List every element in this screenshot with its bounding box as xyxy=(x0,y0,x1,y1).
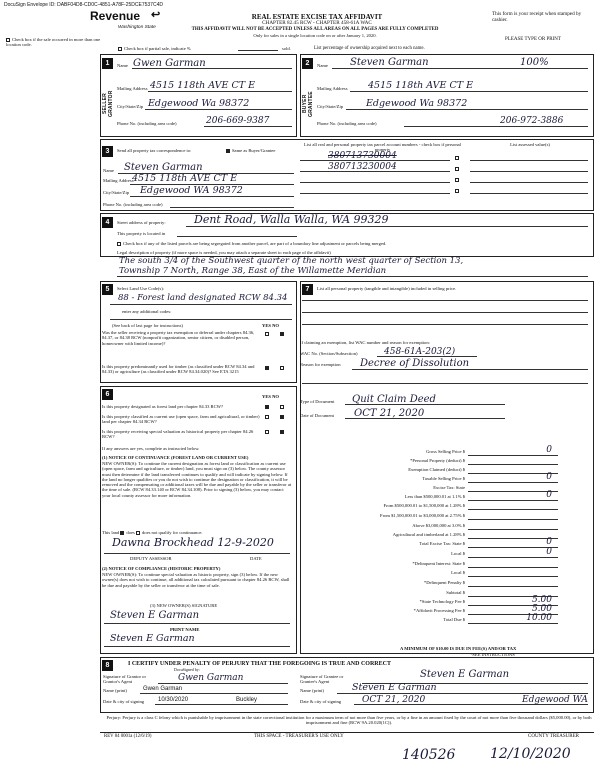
form-chapter: CHAPTER 82.45 RCW - CHAPTER 458-61A WAC xyxy=(262,20,372,26)
tax-row-value-text: 10.00 xyxy=(526,613,552,623)
doc-date-field[interactable]: OCT 21, 2020 xyxy=(354,408,425,419)
segregated-label: Check box if any of the listed parcels are being segregated from another parcel, are part of a boundary line adjustment or parcels being merged. xyxy=(123,241,387,246)
parcel-line-3 xyxy=(300,182,450,183)
tax-row-value[interactable] xyxy=(468,458,558,465)
section-5-badge: 5 xyxy=(102,284,113,295)
corr-addr-field[interactable]: 4515 118th AVE CT E xyxy=(132,173,238,184)
corr-name-label: Name xyxy=(103,168,114,173)
notice1-title: (1) NOTICE OF CONTINUANCE (FOREST LAND OR CURRENT USE) xyxy=(102,455,249,460)
personal-property-label: List all personal property (tangible and intangible) included in selling price. xyxy=(317,286,457,291)
tax-row xyxy=(300,561,465,569)
tax-row xyxy=(300,532,465,540)
personal-prop-checkbox-3[interactable] xyxy=(455,177,461,182)
sec5-q1: Was the seller receiving a property tax exemption or deferral under chapters 84.36, 84.37, or 84.38 RCW (nonprofit organization, senior citizen, or disabled person, homeowner with limited income)? xyxy=(102,330,255,346)
partial-sale-checkbox[interactable] xyxy=(118,46,191,51)
sec6-yes-no: YES NO xyxy=(262,394,279,399)
assessed-line-3 xyxy=(470,182,588,183)
seller-phone-field[interactable]: 206-669-9387 xyxy=(206,116,270,126)
tax-row-value[interactable] xyxy=(468,472,558,483)
street-field[interactable]: Dent Road, Walla Walla, WA 99329 xyxy=(194,213,389,226)
sec6-q3-yes[interactable] xyxy=(265,429,271,434)
section-8-badge: 8 xyxy=(102,660,113,671)
seller-addr-line xyxy=(148,91,292,92)
corr-phone-label: Phone No. (including area code) xyxy=(103,202,163,207)
sec5-q1-yes[interactable] xyxy=(265,331,271,336)
legal-line-1[interactable]: The south 3/4 of the Southwest quarter of the north west quarter of Section 13, xyxy=(119,256,464,266)
grantor-date-field[interactable]: 10/30/2020 xyxy=(158,697,189,703)
grantee-date-label: Date & city of signing xyxy=(300,699,342,704)
grantee-signature[interactable]: Steven E Garman xyxy=(420,669,510,680)
reason-line-2 xyxy=(302,383,588,384)
buyer-side-label: BUYER GRANTEE xyxy=(302,91,314,117)
section-4-badge: 4 xyxy=(102,217,113,228)
tax-row xyxy=(300,503,465,511)
tax-row xyxy=(300,580,465,588)
owner-sig-line xyxy=(104,623,290,624)
sec6-q2-no[interactable] xyxy=(280,414,286,419)
assessed-header: List assessed value(s) xyxy=(510,142,550,147)
seller-city-line xyxy=(145,109,292,110)
tax-row xyxy=(300,551,465,559)
doc-date-line xyxy=(345,418,505,419)
exemption-label: If claiming an exemption, list WAC number and reason for exemption: xyxy=(300,340,430,345)
reason-line xyxy=(352,369,588,370)
assessed-line-4 xyxy=(470,193,588,194)
tax-row-value[interactable] xyxy=(468,532,558,539)
tax-row xyxy=(300,485,465,493)
seller-name-field[interactable]: Gwen Garman xyxy=(133,58,206,69)
tax-row-value-text: 0 xyxy=(546,472,552,482)
additional-codes-line xyxy=(110,319,292,320)
tax-row xyxy=(300,513,465,521)
tax-row-label: From $500,000.01 to $1,500,000 at 1.28% $ xyxy=(383,503,465,508)
parcel-line-4 xyxy=(300,193,450,194)
grantee-name-label: Name (print) xyxy=(300,688,324,693)
tax-row xyxy=(300,467,465,475)
tax-row xyxy=(300,608,465,616)
grantor-sig-label: Signature of Grantor or Grantor's Agent xyxy=(103,674,146,685)
doc-date-label: Date of Document xyxy=(300,413,334,418)
buyer-phone-field[interactable]: 206-972-3886 xyxy=(500,116,564,126)
assessed-line-1 xyxy=(470,160,588,161)
reason-field[interactable]: Decree of Dissolution xyxy=(360,358,470,369)
corr-city-line xyxy=(130,196,294,197)
tax-row-value-text: 0 xyxy=(546,547,552,557)
seller-city-field[interactable]: Edgewood Wa 98372 xyxy=(148,98,250,109)
tax-row xyxy=(300,599,465,607)
tax-row xyxy=(300,541,465,549)
corr-city-label: City/State/Zip xyxy=(103,190,130,195)
grantor-date-label: Date & city of signing xyxy=(103,699,145,704)
buyer-city-label: City/State/Zip xyxy=(317,104,344,109)
docusigned-label: DocuSigned by: xyxy=(174,667,200,672)
grantor-name-field[interactable]: Gwen Garman xyxy=(143,686,183,692)
located-field[interactable] xyxy=(177,236,297,237)
section-1-badge: 1 xyxy=(102,58,113,69)
tax-row xyxy=(300,494,465,502)
tax-row-label: *Delinquent Penalty $ xyxy=(423,580,465,585)
grantee-sig-label: Signature of Grantee or Grantee's Agent xyxy=(300,674,344,685)
seller-addr-field[interactable]: 4515 118th AVE CT E xyxy=(150,80,256,91)
sec6-q3-no[interactable] xyxy=(280,429,286,434)
owner-print-line xyxy=(104,646,290,647)
tax-row-label: Above $3,000,000 at 3.0% $ xyxy=(412,523,465,528)
treasurer-stamp-date: 12/10/2020 xyxy=(490,746,571,762)
tax-row xyxy=(300,458,465,466)
corr-phone-line xyxy=(170,207,294,208)
buyer-name-field[interactable]: Steven Garman xyxy=(350,57,429,68)
street-line xyxy=(186,226,588,227)
sec6-q1: Is this property designated as forest land per chapter 84.33 RCW? xyxy=(102,404,224,409)
corr-addr-label: Mailing Address xyxy=(103,178,134,183)
please-type: PLEASE TYPE OR PRINT xyxy=(505,37,561,42)
tax-row-label: Gross Selling Price $ xyxy=(426,449,465,454)
corr-city-field[interactable]: Edgewood WA 98372 xyxy=(140,185,243,196)
tax-row-label: *Delinquent Interest: State $ xyxy=(412,561,465,566)
seller-city-label: City/State/Zip xyxy=(117,104,144,109)
tax-row-label: Agricultural and timberland at 1.28% $ xyxy=(392,532,465,537)
grantee-date-field[interactable]: OCT 21, 2020 xyxy=(362,695,426,705)
doc-type-field[interactable]: Quit Claim Deed xyxy=(352,394,436,405)
buyer-city-line xyxy=(346,109,588,110)
personal-prop-checkbox-1[interactable] xyxy=(455,155,461,160)
wac-label: WAC No. (Section/Subsection) xyxy=(300,351,358,356)
tax-row-value[interactable] xyxy=(468,561,558,568)
treasurer-stamp-number: 140526 xyxy=(402,747,456,763)
personal-prop-checkbox-2[interactable] xyxy=(455,166,461,171)
tax-row-value[interactable] xyxy=(468,485,558,492)
seller-addr-label: Mailing Address xyxy=(117,86,148,91)
continuance-row xyxy=(102,530,203,535)
form-warning: THIS AFFIDAVIT WILL NOT BE ACCEPTED UNLESS ALL AREAS ON ALL PAGES ARE FULLY COMPLETED xyxy=(191,27,439,32)
same-as-buyer-checkbox[interactable] xyxy=(226,148,275,153)
buyer-addr-line xyxy=(350,91,588,92)
tax-row-label: From $1,500,000.01 to $3,000,000 at 2.75% $ xyxy=(380,513,465,518)
parcel-field[interactable]: 380713230004 xyxy=(328,162,397,172)
wac-field[interactable]: 458-61A-203(2) xyxy=(384,347,456,357)
rev-label: REV 84 0001a (12/6/19) xyxy=(104,734,152,739)
assessor-signature[interactable]: Dawna Brockhead 12-9-2020 xyxy=(112,536,274,549)
tax-row-label: Total Due $ xyxy=(443,617,465,622)
sold-label: sold. xyxy=(282,46,291,51)
tax-row-label: Subtotal $ xyxy=(446,590,465,595)
buyer-addr-label: Mailing Address xyxy=(317,86,348,91)
seller-name-line xyxy=(132,68,292,69)
does-not-checkbox[interactable] xyxy=(136,531,140,535)
grantor-name-label: Name (print) xyxy=(103,688,127,693)
grantor-signature[interactable]: Gwen Garman xyxy=(178,673,244,683)
tax-row-value-text: 0 xyxy=(546,445,552,455)
footer-divider xyxy=(100,732,594,733)
tax-row xyxy=(300,476,465,484)
receipt-note: This form is your receipt when stamped by cashier. xyxy=(492,11,582,23)
does-not-label: does not qualify for continuance. xyxy=(141,530,203,535)
tax-row-value-text: 0 xyxy=(546,490,552,500)
sec5-yes-no: YES NO xyxy=(262,323,279,328)
tax-row-label: Local $ xyxy=(451,551,465,556)
parcel-line-2 xyxy=(300,171,450,172)
buyer-phone-line xyxy=(404,126,588,127)
buyer-phone-label: Phone No. (including area code) xyxy=(317,121,377,126)
grantor-name-line xyxy=(140,693,288,694)
assessed-line-2 xyxy=(470,171,588,172)
send-correspondence-label: Send all property tax correspondence to: xyxy=(117,148,192,153)
owner-print-name[interactable]: Steven E Garman xyxy=(110,633,195,644)
list-pct-label: List percentage of ownership acquired next to each name. xyxy=(314,46,425,51)
form-title: REAL ESTATE EXCISE TAX AFFIDAVIT xyxy=(251,13,383,21)
tax-row-value[interactable] xyxy=(468,445,558,456)
seller-phone-line xyxy=(204,126,292,127)
same-as-buyer-label: Same as Buyer/Grantee xyxy=(232,148,276,153)
legal-label: Legal description of property (if more space is needed, you may attach a separate sheet to each page of the affidavit) xyxy=(117,250,331,255)
doc-type-label: Type of Document xyxy=(300,399,335,404)
additional-codes-label: enter any additional codes: xyxy=(122,309,172,314)
sec6-q3: Is this property receiving special valuation as historical property per chapter 84.26 RCW? xyxy=(102,429,254,440)
tax-row-label: Excise Tax: State xyxy=(433,485,465,490)
tax-row-value[interactable] xyxy=(468,547,558,558)
tax-row-label: *State Technology Fee $ xyxy=(419,599,465,604)
seller-phone-label: Phone No. (including area code) xyxy=(117,121,177,126)
county-treasurer-label: COUNTY TREASURER xyxy=(528,734,579,739)
personal-prop-line-3 xyxy=(302,324,588,325)
tax-row xyxy=(300,449,465,457)
grantee-city-field[interactable]: Edgewood WA xyxy=(522,695,588,705)
grantor-date-line xyxy=(155,704,288,705)
section-6-badge: 6 xyxy=(102,389,113,400)
parcel-struck-field[interactable]: 380713730004 xyxy=(328,151,397,161)
located-label: This property is located in xyxy=(117,231,166,236)
sec6-q1-yes[interactable] xyxy=(265,404,271,409)
personal-prop-line-1 xyxy=(302,300,588,301)
land-use-line xyxy=(110,304,292,305)
parcel-header: List all real and personal property tax parcel account numbers - check box if personal property xyxy=(304,142,461,153)
tax-row-value[interactable] xyxy=(468,523,558,530)
street-label: Street address of property: xyxy=(117,220,166,225)
tax-row xyxy=(300,617,465,625)
buyer-addr-field[interactable]: 4515 118th AVE CT E xyxy=(368,80,474,91)
brand-sub: Washington State xyxy=(118,25,156,30)
tax-row-label: Local $ xyxy=(451,570,465,575)
buyer-pct-field[interactable]: 100% xyxy=(520,57,549,68)
sec6-q2: Is this property classified as current use (open space, farm and agricultural, or timber) land per chapter 84.34 RCW? xyxy=(102,414,260,425)
tax-row-value[interactable] xyxy=(468,570,558,577)
grantor-city-field[interactable]: Buckley xyxy=(236,697,258,703)
seller-name-label: Name xyxy=(117,63,128,68)
reason-label: Reason for exemption xyxy=(300,362,341,367)
tax-row-label: *Affidavit Processing Fee $ xyxy=(413,608,465,613)
perjury-text: Perjury: Perjury is a class C felony which is punishable by imprisonment in the state correctional institution for a maximum term of not more than five years, or by a fine in an amount fixed by the court of not more than five thousand dollars ($5,000.00), or by both imprisonment and fine (RCW 9A.20.020(1C)). xyxy=(106,715,592,726)
deputy-date-label: DATE xyxy=(250,556,262,561)
grantor-sig-line xyxy=(158,683,288,684)
tax-row-label: *Personal Property (deduct) $ xyxy=(410,458,465,463)
sec6-q2-yes[interactable] xyxy=(265,414,271,419)
segregated-checkbox[interactable] xyxy=(117,241,386,246)
grantee-name-field[interactable]: Steven E Garman xyxy=(352,682,437,693)
does-label: does xyxy=(126,530,135,535)
land-use-label: Select Land Use Code(s): xyxy=(117,286,165,291)
wac-line xyxy=(377,356,477,357)
notice1-text: NEW OWNER(S): To continue the current designation as forest land or classification as current use (open space, farm and agriculture, or timber) land, you must sign on (3) below. The county assessor must then determine if the land transferred continues to qualify and will indicate by signing below. If the land no longer qualifies or you do not wish to continue the designation or classification, it will be removed and the compensating or additional taxes will be due and payable by the seller or transferor at the time of sale. (RCW 84.33.140 or RCW 84.34.108). Prior to signing (3) below, you may contact your local county assessor for more information. xyxy=(102,461,292,498)
section-2-badge: 2 xyxy=(302,58,313,69)
multi-location-label: Check box if the sale occurred in more than one location code. xyxy=(6,37,101,48)
parcel-line-1 xyxy=(300,160,450,161)
sec5-q2-no[interactable] xyxy=(280,365,286,370)
sec6-q1-no[interactable] xyxy=(280,404,286,409)
personal-prop-checkbox-4[interactable] xyxy=(455,188,461,193)
this-land-label: This land xyxy=(102,530,120,535)
buyer-city-field[interactable]: Edgewood Wa 98372 xyxy=(366,98,468,109)
tax-row xyxy=(300,590,465,598)
sec5-q2: Is this property predominantly used for timber (as classified under RCW 84.34 and 84.33) or agriculture (as classified under RCW 84.34.020)? See ETA 3215 xyxy=(102,364,255,375)
tax-row-label: Total Excise Tax: State $ xyxy=(419,541,465,546)
tax-row-label: Exemption Claimed (deduct) $ xyxy=(408,467,465,472)
tax-row-value[interactable] xyxy=(468,537,558,548)
buyer-name-label: Name xyxy=(317,63,328,68)
tax-row xyxy=(300,570,465,578)
see-instructions-label: *SEE INSTRUCTIONS xyxy=(470,652,515,657)
section-3-badge: 3 xyxy=(102,146,113,157)
does-checkbox[interactable] xyxy=(120,531,124,535)
partial-pct-field[interactable] xyxy=(238,50,278,51)
minimum-label: A MINIMUM OF $10.00 IS DUE IN FEE(S) AND/OR TAX xyxy=(400,646,517,651)
tax-row-value[interactable] xyxy=(468,513,558,520)
multi-location-checkbox[interactable] xyxy=(6,37,116,48)
notice2-title: (2) NOTICE OF COMPLIANCE (HISTORIC PROPERTY) xyxy=(102,566,221,571)
owner-sig-title: (3) NEW OWNER(S) SIGNATURE xyxy=(150,603,218,608)
tax-row-value[interactable] xyxy=(468,580,558,587)
assessor-line xyxy=(104,553,290,554)
seller-side-label: SELLER GRANTOR xyxy=(102,90,114,118)
owner-signature[interactable]: Steven E Garman xyxy=(110,610,200,621)
section-7-badge: 7 xyxy=(302,284,313,295)
grantee-date-line xyxy=(354,704,588,705)
tax-row-value-text: 0 xyxy=(546,537,552,547)
treasurer-space-label: THIS SPACE - TREASURER'S USE ONLY xyxy=(254,734,344,739)
sec5-q1-no[interactable] xyxy=(280,331,286,336)
brand-logo: Revenue xyxy=(90,9,141,23)
tax-row-label: Taxable Selling Price $ xyxy=(422,476,465,481)
partial-sale-label: Check box if partial sale, indicate % xyxy=(124,46,191,51)
legal-line-2[interactable]: Township 7 North, Range 38, East of the Willamette Meridian xyxy=(119,266,387,276)
see-back-label: (See back of last page for instructions) xyxy=(112,323,183,328)
sec5-q2-yes[interactable] xyxy=(265,365,271,370)
notice2-text: NEW OWNER(S): To continue special valuation as historic property, sign (3) below. If the new owner(s) does not wish to continue, all additional tax calculated pursuant to chapter 84.26 RCW, shall be due and payable by the seller or transferor at the time of sale. xyxy=(102,572,290,588)
tax-row-label: Less than $500,000.01 at 1.1% $ xyxy=(404,494,465,499)
land-use-field[interactable]: 88 - Forest land designated RCW 84.34 xyxy=(118,293,288,303)
deputy-label: DEPUTY ASSESSOR xyxy=(130,556,172,561)
if-any-label: If any answers are yes, complete as instructed below. xyxy=(102,446,200,451)
tax-row-value[interactable] xyxy=(468,503,558,510)
tax-row xyxy=(300,523,465,531)
tax-row-value[interactable] xyxy=(468,467,558,474)
tax-row-value[interactable] xyxy=(468,490,558,501)
buyer-name-line xyxy=(332,68,588,69)
certify-label: I CERTIFY UNDER PENALTY OF PERJURY THAT THE FOREGOING IS TRUE AND CORRECT xyxy=(128,661,391,667)
brand-mark-icon: ↩ xyxy=(151,9,161,21)
form-only-for: Only for sales in a single location code on or after January 1, 2020. xyxy=(253,33,377,38)
corr-name-field[interactable]: Steven Garman xyxy=(124,162,203,173)
tax-row-value-text: 5.00 xyxy=(531,604,552,614)
envelope-id: DocuSign Envelope ID: DABF04D8-CD0C-4851-A78F-25DCE7537C4D xyxy=(4,2,163,8)
tax-row-value[interactable] xyxy=(468,613,558,624)
legal-line-3 xyxy=(117,276,588,277)
grantee-name-line xyxy=(337,693,588,694)
personal-prop-line-2 xyxy=(302,312,588,313)
tax-row-value-text: 5.00 xyxy=(531,595,552,605)
doc-type-line xyxy=(345,404,505,405)
print-name-label: PRINT NAME xyxy=(170,627,200,632)
